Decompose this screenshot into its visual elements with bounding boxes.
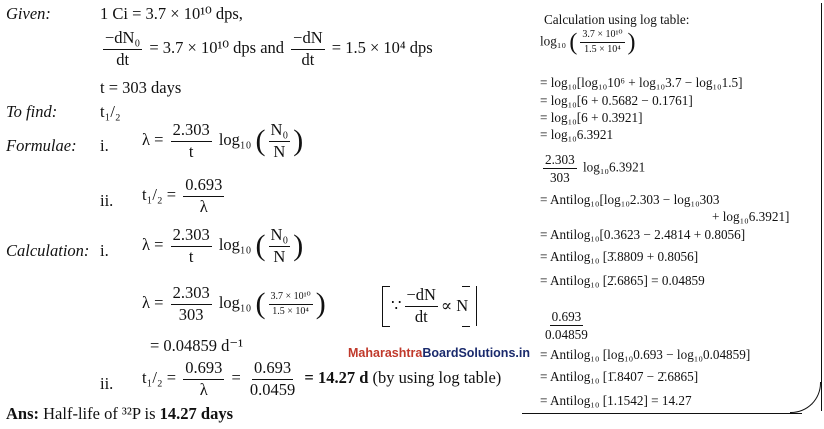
side-line-6 bbox=[540, 153, 645, 184]
watermark-part-2: BoardSolutions.in bbox=[422, 346, 530, 360]
given-frac2-den: dt bbox=[301, 49, 315, 69]
calc-step2-den: 303 bbox=[178, 304, 204, 324]
calc-step2-fraction bbox=[171, 285, 212, 323]
side-l1-den: 1.5 × 10⁴ bbox=[584, 44, 621, 55]
calc-step-1: λ = $\frac{2.303}{t}$ log₁₀ ( $\frac{\text{N₀}}{N}$ ) bbox=[142, 225, 304, 266]
side-l6-den: 303 bbox=[549, 170, 570, 186]
side-l1-fraction bbox=[580, 30, 624, 55]
calc-step2-inner-fraction bbox=[269, 292, 313, 317]
calc-ii bbox=[142, 360, 501, 398]
side-line-13: = Antilog₁₀ [log₁₀0.693 − log₁₀0.04859] bbox=[540, 347, 751, 362]
side-line-14: = Antilog₁₀ [1̄.8407 − 2̄.6865] bbox=[540, 369, 699, 384]
watermark bbox=[348, 346, 530, 360]
calc-ii-lhs: t₁/₂ = bbox=[142, 367, 177, 387]
calc-step-2: λ = $\frac{2.303}{303}$ log₁₀ ( $\frac{\text{3.7 × 10¹⁰}}{\text{1.5 × 10⁴}}$ ) bbox=[142, 283, 326, 324]
calc-step2-num: 2.303 bbox=[171, 285, 212, 305]
calc-step2-log: log₁₀ bbox=[218, 292, 252, 312]
side-l6-rest: log₁₀6.3921 bbox=[582, 159, 646, 175]
calc-ii-den1: λ bbox=[199, 379, 208, 399]
side-title: Calculation using log table: bbox=[544, 12, 690, 27]
side-l1-num: 3.7 × 10¹⁰ bbox=[580, 30, 624, 43]
given-mid-text: = 3.7 × 10¹⁰ dps and bbox=[149, 37, 285, 57]
side-line-3: = log₁₀[6 + 0.5682 − 0.1761] bbox=[540, 93, 693, 108]
formula-i: λ = $\frac{2.303}{t}$ log₁₀ ( $\frac{\text{N₀}}{N}$ ) bbox=[142, 120, 304, 161]
side-l12-fraction bbox=[543, 310, 590, 341]
side-line-5: = log₁₀6.3921 bbox=[540, 127, 614, 142]
side-box-bottom-border bbox=[522, 413, 802, 414]
side-line-7: = Antilog₁₀[log₁₀2.303 − log₁₀303 bbox=[540, 192, 720, 207]
calc-step2-inner-den: 1.5 × 10⁴ bbox=[272, 305, 309, 317]
given-label: Given: bbox=[6, 4, 51, 23]
calc-step1-inner-fraction bbox=[269, 227, 291, 265]
calc-step1-lhs: λ = bbox=[142, 234, 164, 254]
calc-step2-lhs: λ = bbox=[142, 292, 164, 312]
formulae-label: Formulae: bbox=[6, 136, 77, 155]
watermark-part-1: Maharashtra bbox=[348, 346, 423, 360]
side-line-9: = Antilog₁₀[0.3623 − 2.4814 + 0.8056] bbox=[540, 227, 746, 242]
given-frac2-num: −dN bbox=[291, 30, 324, 50]
given-line-1: 1 Ci = 3.7 × 10¹⁰ dps, bbox=[100, 4, 243, 23]
given-fraction-dn bbox=[291, 30, 324, 68]
calc-ii-result: = 14.27 d bbox=[304, 367, 369, 387]
calc-step1-fraction bbox=[171, 227, 212, 265]
side-box-corner bbox=[790, 382, 821, 413]
calc-ii-fraction-2 bbox=[248, 360, 297, 398]
side-box-right-border bbox=[821, 3, 822, 411]
since-num: −dN bbox=[405, 287, 438, 307]
side-line-1: log₁₀ ( $\frac{\text{3.7 × 10¹⁰}}{\text{1.5 × 10⁴}}$ ) bbox=[540, 29, 636, 56]
side-line-15: = Antilog₁₀ [1.1542] = 14.27 bbox=[540, 393, 692, 408]
formula-ii-fraction bbox=[183, 177, 224, 215]
calc-step1-log: log₁₀ bbox=[218, 234, 252, 254]
answer-label: Ans: bbox=[6, 404, 40, 423]
given-frac-den: dt bbox=[116, 49, 130, 69]
calc-step-3: = 0.04859 d⁻¹ bbox=[150, 336, 244, 355]
side-l6-fraction bbox=[543, 153, 577, 184]
formula-ii-den: λ bbox=[199, 196, 208, 216]
formula-ii-num: 0.693 bbox=[183, 177, 224, 197]
side-l12-den: 0.04859 bbox=[545, 327, 588, 343]
calc-step1-den: t bbox=[188, 246, 194, 266]
side-line-10: = Antilog₁₀ [3̄.8809 + 0.8056] bbox=[540, 249, 699, 264]
side-line-8: + log₁₀6.3921] bbox=[712, 209, 790, 224]
side-l12-num: 0.693 bbox=[550, 310, 584, 326]
answer-value: 14.27 days bbox=[159, 404, 234, 423]
side-l6-num: 2.303 bbox=[543, 153, 577, 169]
since-symbol: ∵ bbox=[391, 295, 402, 315]
given-end-text: = 1.5 × 10⁴ dps bbox=[331, 37, 433, 57]
given-line-2 bbox=[100, 30, 433, 68]
calc-ii-num2: 0.693 bbox=[252, 360, 293, 380]
formula-i-lhs: λ = bbox=[142, 129, 164, 149]
answer-line bbox=[6, 406, 233, 423]
calculation-label: Calculation: bbox=[6, 241, 90, 260]
calc-ii-num1: 0.693 bbox=[183, 360, 224, 380]
formula-ii bbox=[142, 177, 227, 215]
formula-i-fraction bbox=[171, 122, 212, 160]
side-l1-log: log₁₀ bbox=[540, 33, 567, 49]
calc-ii-den2: 0.0459 bbox=[249, 379, 296, 399]
calc-ii-note: (by using log table) bbox=[372, 367, 502, 387]
calculation-i-marker: i. bbox=[100, 241, 109, 260]
answer-text: Half-life of ³²P is bbox=[43, 404, 156, 423]
given-fraction-dn0 bbox=[103, 30, 142, 68]
given-line-3: t = 303 days bbox=[100, 78, 182, 97]
calc-step1-inner-den: N bbox=[273, 246, 286, 266]
to-find-value: t₁/₂ bbox=[100, 102, 121, 121]
calc-step1-num: 2.303 bbox=[171, 227, 212, 247]
side-line-2: = log₁₀[log₁₀10⁶ + log₁₀3.7 − log₁₀1.5] bbox=[540, 75, 743, 90]
side-line-4: = log₁₀[6 + 0.3921] bbox=[540, 110, 643, 125]
to-find-label: To find: bbox=[6, 102, 58, 121]
side-line-11: = Antilog₁₀ [2̄.6865] = 0.04859 bbox=[540, 273, 705, 288]
formula-ii-marker: ii. bbox=[100, 191, 114, 210]
calc-ii-fraction-1 bbox=[183, 360, 224, 398]
calculation-ii-marker: ii. bbox=[100, 374, 114, 393]
since-fraction bbox=[405, 287, 438, 325]
calc-step2-inner-num: 3.7 × 10¹⁰ bbox=[269, 292, 313, 305]
since-relation: ∝ N bbox=[440, 295, 469, 315]
formula-i-log: log₁₀ bbox=[218, 129, 252, 149]
given-frac-num: −dN₀ bbox=[103, 30, 142, 50]
since-bracket bbox=[382, 286, 477, 326]
calc-step1-inner-num: N₀ bbox=[269, 227, 291, 247]
formula-i-inner-fraction bbox=[269, 122, 291, 160]
formula-i-inner-num: N₀ bbox=[269, 122, 291, 142]
since-den: dt bbox=[414, 306, 428, 326]
formula-i-inner-den: N bbox=[273, 141, 286, 161]
side-line-12 bbox=[540, 310, 593, 341]
formula-i-num: 2.303 bbox=[171, 122, 212, 142]
formula-i-den: t bbox=[188, 141, 194, 161]
formula-ii-lhs: t₁/₂ = bbox=[142, 184, 177, 204]
calc-ii-eq: = bbox=[231, 367, 241, 387]
formula-i-marker: i. bbox=[100, 136, 109, 155]
